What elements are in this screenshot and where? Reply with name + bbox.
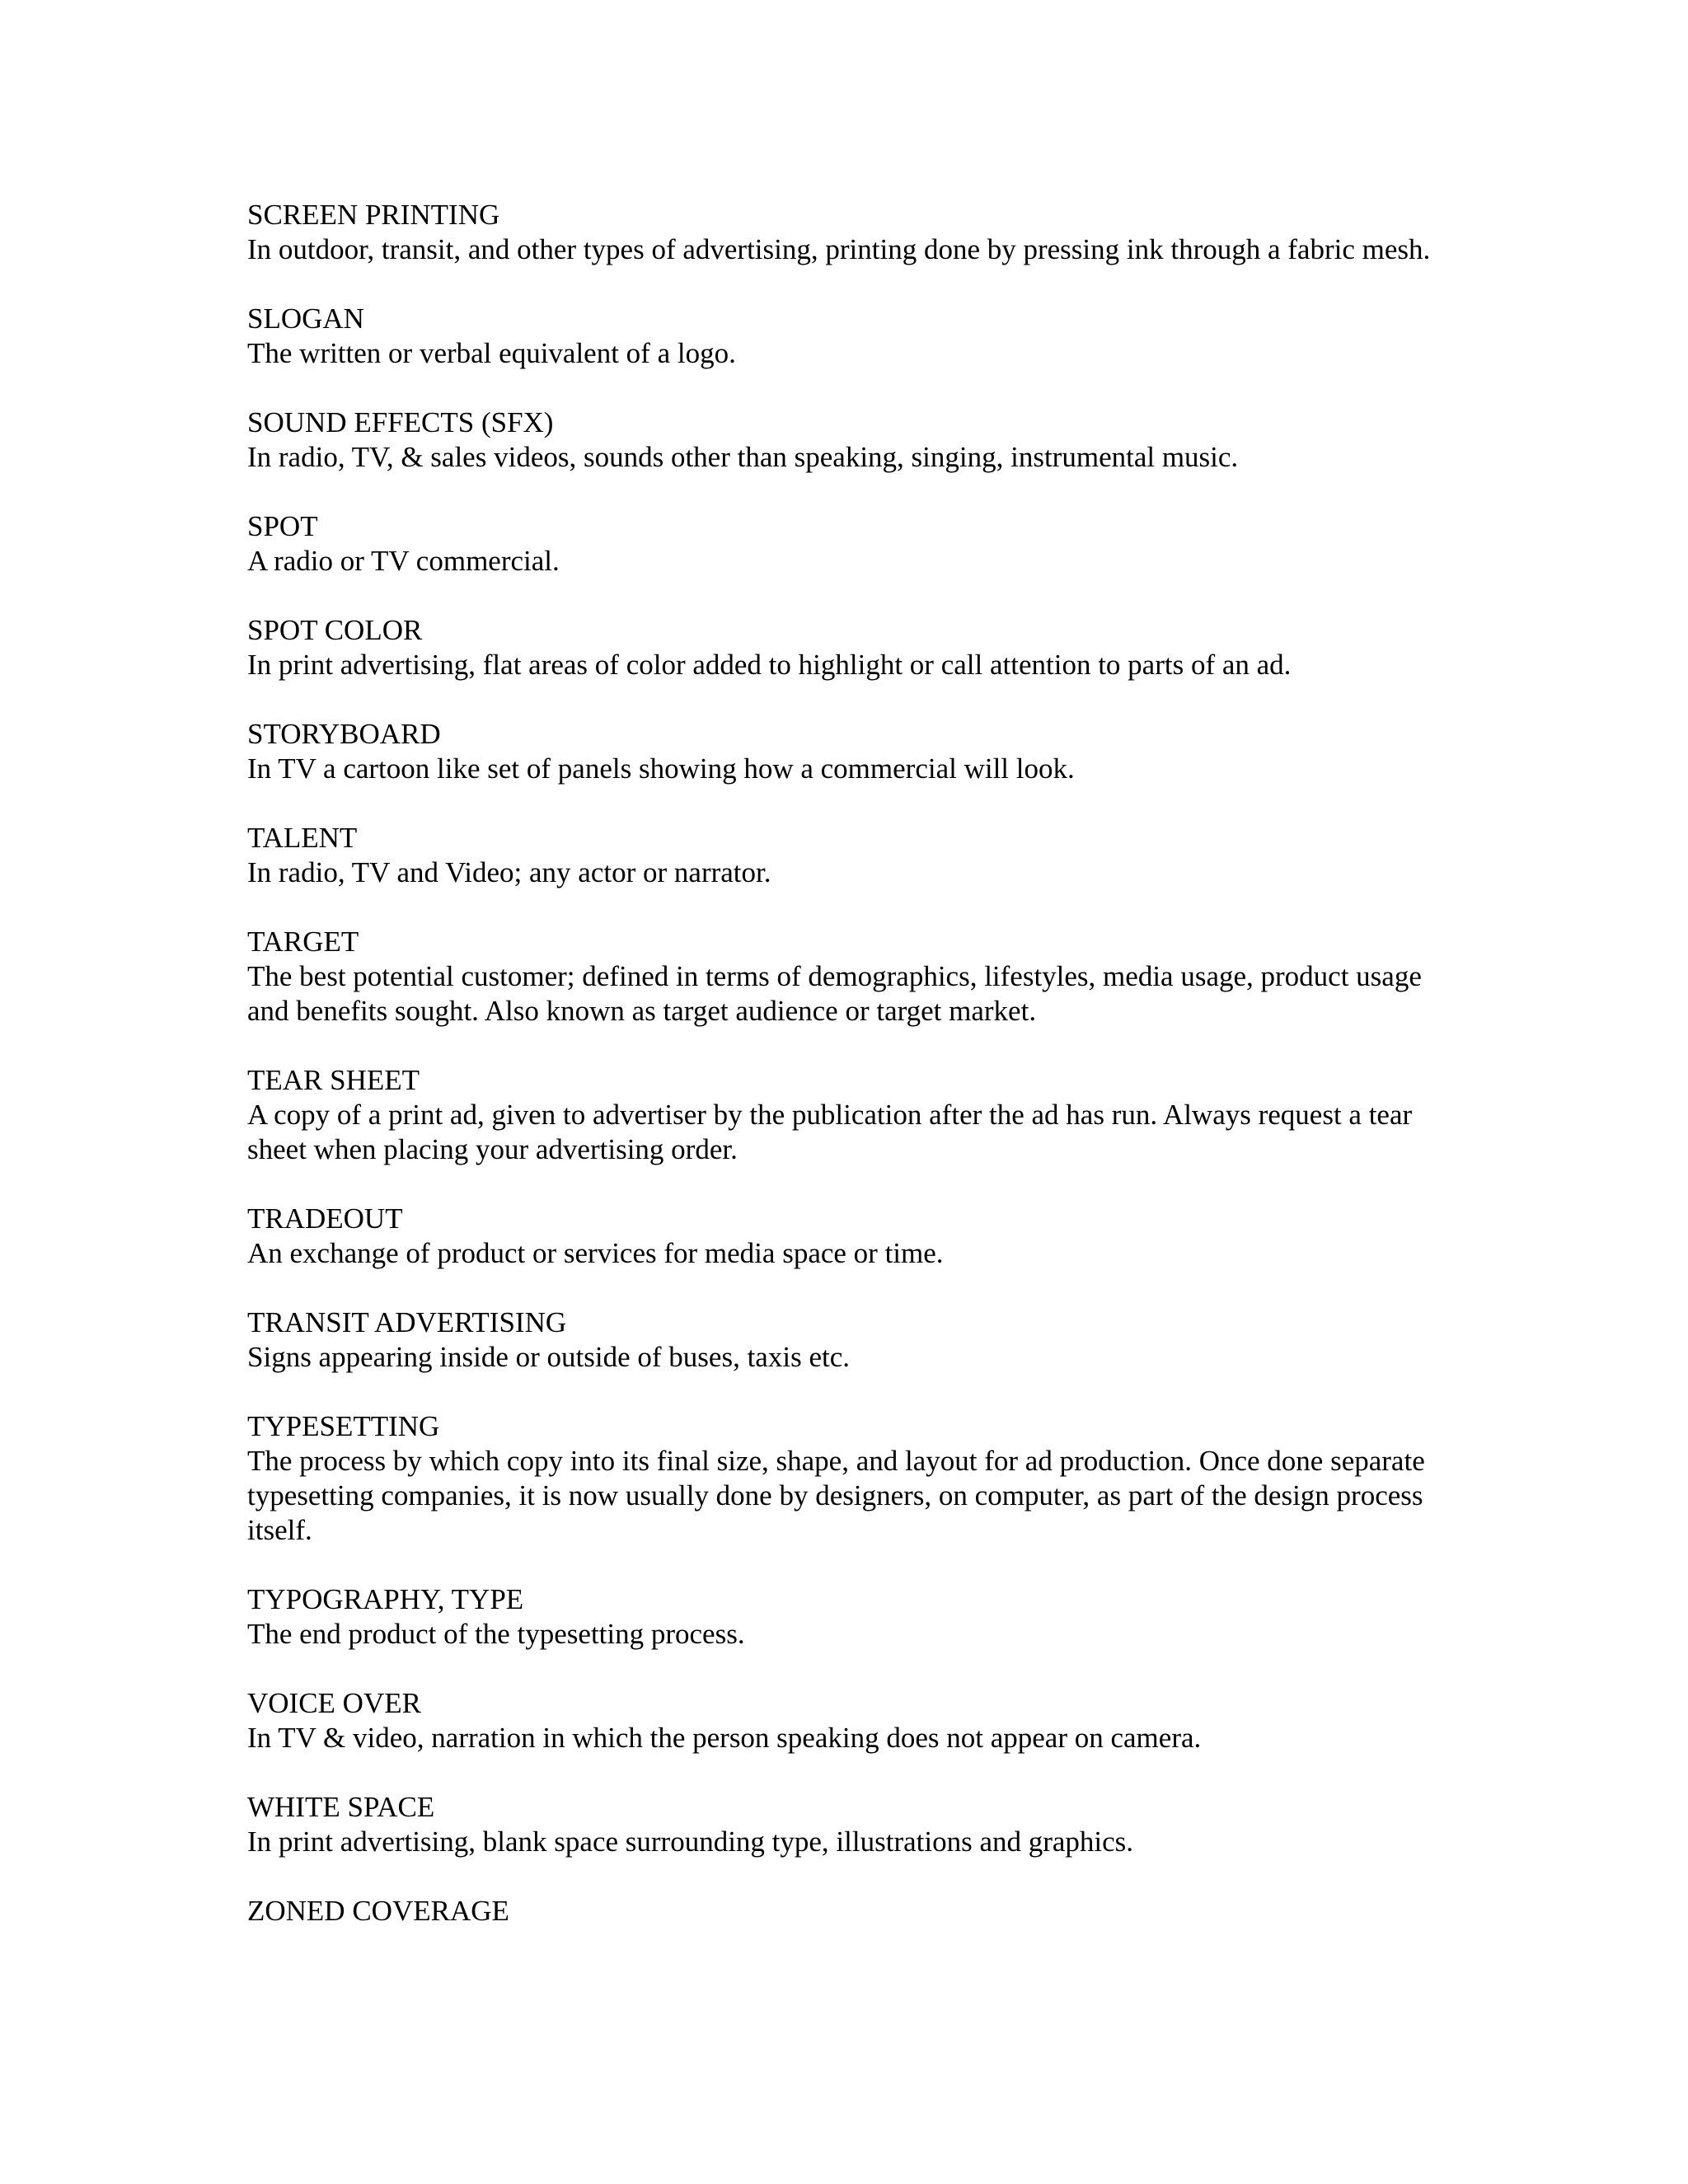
- glossary-definition: The written or verbal equivalent of a logo.: [247, 337, 736, 369]
- glossary-term: SOUND EFFECTS (SFX): [247, 406, 554, 438]
- glossary-term: SCREEN PRINTING: [247, 199, 500, 231]
- glossary-definition: In radio, TV, & sales videos, sounds other than speaking, singing, instrumental music.: [247, 441, 1239, 473]
- glossary-definition: A radio or TV commercial.: [247, 545, 560, 577]
- glossary-term: TYPESETTING: [247, 1410, 440, 1442]
- glossary-definition: The best potential customer; defined in terms of demographics, lifestyles, media usage, product usage and benefits sought. Also known as target audience or target market.: [247, 960, 1422, 1027]
- glossary-definition: Signs appearing inside or outside of buses, taxis etc.: [247, 1341, 850, 1373]
- glossary-definition: The process by which copy into its final size, shape, and layout for ad production. Once done separate typesetting companies, it is now usually done by designers, on computer, as part of the design process itself.: [247, 1445, 1425, 1546]
- glossary-term: TARGET: [247, 926, 359, 958]
- glossary-term: TYPOGRAPHY, TYPE: [247, 1583, 524, 1615]
- glossary-term: TRANSIT ADVERTISING: [247, 1306, 567, 1338]
- glossary-definition: In TV & video, narration in which the person speaking does not appear on camera.: [247, 1722, 1202, 1754]
- glossary-entry-tear-sheet: [247, 1063, 1434, 1167]
- glossary-entry-storyboard: [247, 717, 1434, 786]
- glossary-entry-typesetting: [247, 1409, 1434, 1548]
- glossary-list: [247, 198, 1434, 1963]
- glossary-entry-target: [247, 925, 1434, 1029]
- glossary-entry-typography: [247, 1582, 1434, 1652]
- glossary-term: TEAR SHEET: [247, 1064, 420, 1096]
- glossary-entry-talent: [247, 821, 1434, 890]
- glossary-term: STORYBOARD: [247, 718, 441, 750]
- glossary-definition: An exchange of product or services for media space or time.: [247, 1237, 944, 1269]
- glossary-definition: In outdoor, transit, and other types of advertising, printing done by pressing ink through a fabric mesh.: [247, 233, 1431, 265]
- glossary-entry-spot: [247, 509, 1434, 579]
- glossary-entry-voice-over: [247, 1686, 1434, 1755]
- glossary-term: VOICE OVER: [247, 1687, 421, 1719]
- glossary-definition: In print advertising, blank space surrounding type, illustrations and graphics.: [247, 1825, 1134, 1858]
- glossary-definition: In print advertising, flat areas of color added to highlight or call attention to parts of an ad.: [247, 649, 1292, 681]
- glossary-definition: The end product of the typesetting process.: [247, 1618, 745, 1650]
- glossary-entry-spot-color: [247, 613, 1434, 682]
- glossary-entry-sound-effects: [247, 405, 1434, 475]
- glossary-term: SPOT COLOR: [247, 614, 423, 646]
- glossary-entry-transit-advertising: [247, 1305, 1434, 1375]
- glossary-entry-white-space: [247, 1790, 1434, 1859]
- glossary-entry-zoned-coverage: [247, 1894, 1434, 1929]
- glossary-entry-screen-printing: [247, 198, 1434, 267]
- glossary-term: SLOGAN: [247, 302, 364, 335]
- glossary-term: TALENT: [247, 822, 358, 854]
- glossary-definition: In TV a cartoon like set of panels showing how a commercial will look.: [247, 752, 1075, 785]
- glossary-definition: A copy of a print ad, given to advertiser by the publication after the ad has run. Always request a tear sheet when placing your advertising order.: [247, 1099, 1413, 1165]
- glossary-term: ZONED COVERAGE: [247, 1895, 509, 1927]
- glossary-definition: In radio, TV and Video; any actor or narrator.: [247, 856, 771, 888]
- glossary-term: SPOT: [247, 510, 318, 542]
- glossary-entry-tradeout: [247, 1202, 1434, 1271]
- glossary-term: WHITE SPACE: [247, 1791, 435, 1823]
- glossary-term: TRADEOUT: [247, 1202, 403, 1235]
- glossary-entry-slogan: [247, 302, 1434, 371]
